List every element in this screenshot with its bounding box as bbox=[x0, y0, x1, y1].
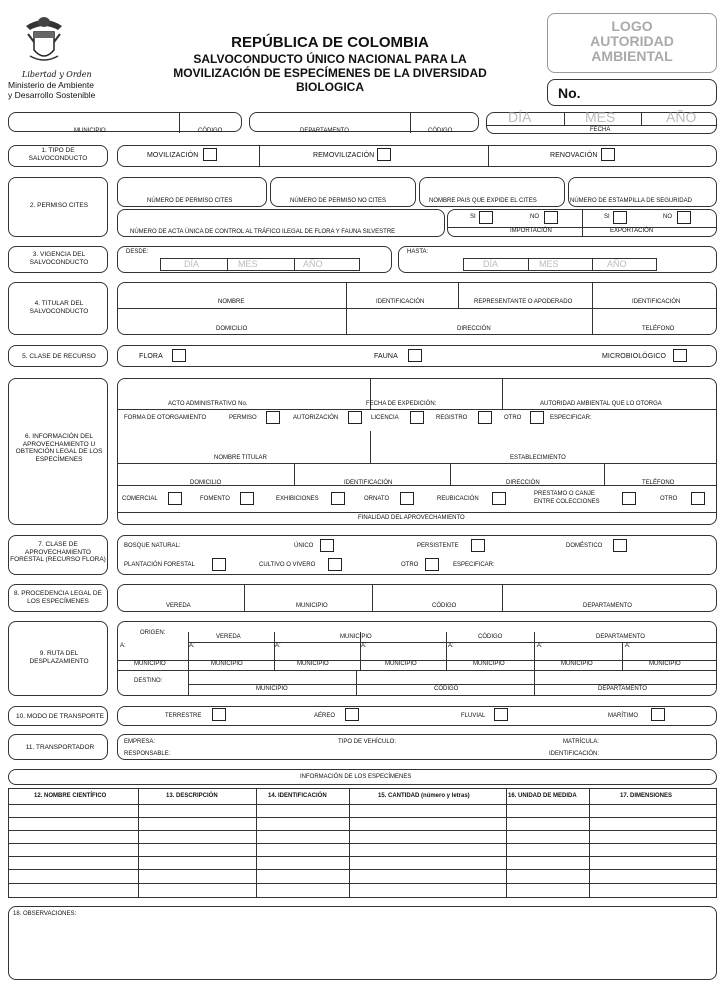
s6-licencia-checkbox[interactable] bbox=[410, 411, 424, 424]
s9-row-municipio-4: MUNICIPIO bbox=[385, 661, 417, 667]
s2-export-no-label: NO bbox=[663, 214, 672, 220]
s9-row-municipio-6: MUNICIPIO bbox=[561, 661, 593, 667]
s5-flora-checkbox[interactable] bbox=[172, 349, 186, 362]
s7-title: 7. CLASE DE APROVECHAMIENTO FORESTAL (RECURSO FLORA) bbox=[10, 541, 106, 563]
s9-content-box bbox=[117, 621, 717, 696]
s4-title: 4. TITULAR DEL SALVOCONDUCTO bbox=[29, 300, 89, 315]
s9-vereda-label: VEREDA bbox=[216, 634, 241, 640]
s6-reubicacion-checkbox[interactable] bbox=[492, 492, 506, 505]
s2-acta-label: NÚMERO DE ACTA ÚNICA DE CONTROL AL TRÁFICO ILEGAL DE FLORA Y FAUNA SILVESTRE bbox=[130, 229, 396, 235]
s6-direccion-label: DIRECCIÓN bbox=[506, 480, 540, 486]
s11-title: 11. TRANSPORTADOR bbox=[25, 744, 95, 751]
s6-registro-label: REGISTRO bbox=[436, 415, 468, 421]
s6-title: 6. INFORMACIÓN DEL APROVECHAMIENTO U OBTENCIÓN LEGAL DE LOS ESPECÍMENES bbox=[15, 433, 103, 463]
s6-acto-label: ACTO ADMINISTRATIVO No. bbox=[168, 401, 248, 407]
s9-departamento-label: DEPARTAMENTO bbox=[596, 634, 645, 640]
s6-exhibiciones-label: EXHIBICIONES bbox=[276, 496, 319, 502]
s2-title: 2. PERMISO CITES bbox=[29, 202, 89, 209]
s7-cultivo-label: CULTIVO O VIVERO bbox=[259, 562, 316, 568]
s7-persistente-label: PERSISTENTE bbox=[417, 543, 459, 549]
s3-hasta-label: HASTA: bbox=[407, 249, 429, 255]
s6-permiso-label: PERMISO bbox=[229, 415, 257, 421]
s9-row-municipio-7: MUNICIPIO bbox=[649, 661, 681, 667]
s4-domicilio-label: DOMICILIO bbox=[216, 326, 248, 332]
ministry-motto: Libertad y Orden bbox=[22, 70, 92, 79]
s9-a-3: A: bbox=[275, 643, 281, 649]
s7-cultivo-checkbox[interactable] bbox=[328, 558, 342, 571]
observaciones-field[interactable] bbox=[8, 906, 717, 980]
s9-municipio-label: MUNICIPIO bbox=[340, 634, 372, 640]
s11-content-box bbox=[117, 734, 717, 760]
s6-comercial-checkbox[interactable] bbox=[168, 492, 182, 505]
s3-desde-dia: DÍA bbox=[184, 259, 200, 269]
s6-identificacion-label: IDENTIFICACIÓN bbox=[344, 480, 393, 486]
s2-pais-label: NOMBRE PAIS QUE EXPIDE EL CITES bbox=[429, 198, 537, 204]
s10-title: 10. MODO DE TRANSPORTE bbox=[16, 713, 104, 720]
s4-identificacion-label: IDENTIFICACIÓN bbox=[376, 299, 425, 305]
s5-flora-label: FLORA bbox=[139, 353, 163, 360]
logo-text-1: LOGO bbox=[611, 18, 653, 34]
s6-autoridad-label: AUTORIDAD AMBIENTAL QUE LO OTORGA bbox=[540, 401, 662, 407]
s9-dest-municipio: MUNICIPIO bbox=[256, 686, 288, 692]
s4-nombre-label: NOMBRE bbox=[218, 299, 245, 305]
s6-fomento-checkbox[interactable] bbox=[240, 492, 254, 505]
s10-aereo-label: AÉREO bbox=[314, 713, 336, 719]
s9-a-7: A: bbox=[625, 643, 631, 649]
s6-establecimiento-label: ESTABLECIMIENTO bbox=[510, 455, 566, 461]
s4-content-box bbox=[117, 282, 717, 335]
s1-renovacion-checkbox[interactable] bbox=[601, 148, 615, 161]
table-col-dimensiones: 17. DIMENSIONES bbox=[620, 793, 673, 799]
s4-representante-label: REPRESENTANTE O APODERADO bbox=[474, 299, 573, 305]
s9-a-2: A: bbox=[189, 643, 195, 649]
s6-registro-checkbox[interactable] bbox=[478, 411, 492, 424]
table-col-descripcion: 13. DESCRIPCIÓN bbox=[166, 793, 218, 799]
logo-text-3: AMBIENTAL bbox=[591, 48, 673, 64]
s10-terrestre-label: TERRESTRE bbox=[165, 713, 202, 719]
s6-forma-label: FORMA DE OTORGAMIENTO bbox=[124, 415, 207, 421]
s7-domestico-checkbox[interactable] bbox=[613, 539, 627, 552]
s7-domestico-label: DOMÉSTICO bbox=[566, 543, 603, 549]
s10-fluvial-checkbox[interactable] bbox=[494, 708, 508, 721]
s6-especificar-label: ESPECIFICAR: bbox=[550, 415, 592, 421]
s4-telefono-label: TELÉFONO bbox=[642, 326, 675, 332]
top-codigo2-label: CÓDIGO bbox=[428, 128, 453, 134]
s6-otro-checkbox[interactable] bbox=[530, 411, 544, 424]
s2-import-si-label: SI bbox=[470, 214, 476, 220]
table-col-unidad: 16. UNIDAD DE MEDIDA bbox=[508, 793, 577, 799]
s7-otro-checkbox[interactable] bbox=[425, 558, 439, 571]
s6-otro-label: OTRO bbox=[504, 415, 522, 421]
s9-destino-label: DESTINO: bbox=[134, 678, 163, 684]
s2-permiso-no-cites-label: NÚMERO DE PERMISO NO CITES bbox=[290, 198, 387, 204]
top-codigo1-label: CÓDIGO bbox=[198, 128, 223, 134]
s9-title: 9. RUTA DEL DESPLAZAMIENTO bbox=[29, 650, 89, 665]
s11-responsable-label: RESPONSABLE: bbox=[124, 751, 171, 757]
s1-removilizacion-checkbox[interactable] bbox=[377, 148, 391, 161]
s7-plantacion-checkbox[interactable] bbox=[212, 558, 226, 571]
s10-terrestre-checkbox[interactable] bbox=[212, 708, 226, 721]
table-col-identificacion: 14. IDENTIFICACIÓN bbox=[268, 793, 327, 799]
s2-export-si-checkbox[interactable] bbox=[613, 211, 627, 224]
s6-autorizacion-checkbox[interactable] bbox=[348, 411, 362, 424]
s7-persistente-checkbox[interactable] bbox=[471, 539, 485, 552]
s7-plantacion-label: PLANTACIÓN FORESTAL bbox=[124, 562, 195, 568]
table-col-nombre: 12. NOMBRE CIENTÍFICO bbox=[34, 793, 107, 799]
s9-row-municipio-2: MUNICIPIO bbox=[211, 661, 243, 667]
s2-import-si-checkbox[interactable] bbox=[479, 211, 493, 224]
s9-row-municipio-3: MUNICIPIO bbox=[297, 661, 329, 667]
s3-hasta-dia: DÍA bbox=[483, 259, 499, 269]
s6-exhibiciones-checkbox[interactable] bbox=[331, 492, 345, 505]
s3-desde-label: DESDE: bbox=[126, 249, 149, 255]
s2-estampilla-label: NÚMERO DE ESTAMPILLA DE SEGURIDAD bbox=[570, 198, 692, 204]
s5-micro-checkbox[interactable] bbox=[673, 349, 687, 362]
s6-prestamo-checkbox[interactable] bbox=[622, 492, 636, 505]
logo-text-2: AUTORIDAD bbox=[590, 33, 674, 49]
ministry-line2: y Desarrollo Sostenible bbox=[8, 90, 96, 100]
s1-removilizacion-label: REMOVILIZACIÓN bbox=[313, 152, 375, 159]
s3-title: 3. VIGENCIA DEL SALVOCONDUCTO bbox=[29, 251, 89, 266]
specimens-table bbox=[8, 788, 717, 898]
s1-movilizacion-checkbox[interactable] bbox=[203, 148, 217, 161]
s5-micro-label: MICROBIOLÓGICO bbox=[602, 353, 667, 360]
s10-maritimo-label: MARÍTIMO bbox=[608, 713, 638, 719]
s9-dest-departamento: DEPARTAMENTO bbox=[598, 686, 647, 692]
s6-domicilio-label: DOMICILIO bbox=[190, 480, 222, 486]
s2-import-no-label: NO bbox=[530, 214, 539, 220]
fecha-ano: AÑO bbox=[666, 109, 697, 125]
fecha-mes: MES bbox=[585, 109, 616, 125]
s3-hasta-mes: MES bbox=[539, 259, 559, 269]
s6-telefono-label: TELÉFONO bbox=[642, 480, 675, 486]
s11-tipo-label: TIPO DE VEHÍCULO: bbox=[338, 739, 397, 745]
s8-vereda-label: VEREDA bbox=[166, 603, 191, 609]
s9-a-1: A: bbox=[120, 643, 126, 649]
s10-aereo-checkbox[interactable] bbox=[345, 708, 359, 721]
s7-content-box bbox=[117, 535, 717, 575]
coat-of-arms bbox=[22, 12, 66, 68]
s1-title: 1. TIPO DE SALVOCONDUCTO bbox=[28, 147, 88, 162]
form-title-line3: BIOLOGICA bbox=[296, 80, 364, 94]
s2-permiso-cites-label: NÚMERO DE PERMISO CITES bbox=[147, 198, 233, 204]
s8-title: 8. PROCEDENCIA LEGAL DE LOS ESPECÍMENES bbox=[14, 590, 102, 605]
table-col-cantidad: 15. CANTIDAD (número y letras) bbox=[378, 793, 470, 799]
form-title-line1: SALVOCONDUCTO ÚNICO NACIONAL PARA LA bbox=[193, 52, 467, 66]
s6-fomento-label: FOMENTO bbox=[200, 496, 230, 502]
s9-row-municipio-5: MUNICIPIO bbox=[473, 661, 505, 667]
s6-otro2-checkbox[interactable] bbox=[691, 492, 705, 505]
s6-permiso-checkbox[interactable] bbox=[266, 411, 280, 424]
s2-exportacion-label: EXPORTACIÓN bbox=[610, 228, 654, 234]
s11-identificacion-label: IDENTIFICACIÓN: bbox=[549, 751, 600, 757]
s6-otro2-label: OTRO bbox=[660, 496, 678, 502]
top-municipio-label: MUNICIPIO bbox=[74, 128, 106, 134]
s6-prestamo-label2: ENTRE COLECCIONES bbox=[534, 499, 600, 505]
s9-a-5: A: bbox=[448, 643, 454, 649]
s8-codigo-label: CÓDIGO bbox=[432, 603, 457, 609]
form-title-line2: MOVILIZACIÓN DE ESPECÍMENES DE LA DIVERSIDAD bbox=[173, 66, 487, 80]
s9-codigo-label: CÓDIGO bbox=[478, 634, 503, 640]
number-field[interactable] bbox=[547, 79, 717, 106]
s2-import-no-checkbox[interactable] bbox=[544, 211, 558, 224]
fecha-label: FECHA bbox=[590, 127, 611, 133]
s6-fecha-exp-label: FECHA DE EXPEDICIÓN: bbox=[366, 401, 437, 407]
country-title: REPÚBLICA DE COLOMBIA bbox=[231, 34, 429, 51]
s6-autorizacion-label: AUTORIZACIÓN bbox=[293, 415, 339, 421]
s6-reubicacion-label: REUBICACIÓN bbox=[437, 496, 479, 502]
s6-comercial-label: COMERCIAL bbox=[122, 496, 158, 502]
s3-hasta-ano: AÑO bbox=[607, 259, 627, 269]
s2-export-si-label: SI bbox=[604, 214, 610, 220]
s7-unico-checkbox[interactable] bbox=[320, 539, 334, 552]
table-caption: INFORMACIÓN DE LOS ESPECÍMENES bbox=[300, 774, 412, 780]
s1-renovacion-label: RENOVACIÓN bbox=[550, 152, 598, 159]
s7-unico-label: ÚNICO bbox=[294, 543, 314, 549]
ministry-line1: Ministerio de Ambiente bbox=[8, 80, 94, 90]
s6-licencia-label: LICENCIA bbox=[371, 415, 399, 421]
s2-export-no-checkbox[interactable] bbox=[677, 211, 691, 224]
s6-ornato-checkbox[interactable] bbox=[400, 492, 414, 505]
s4-identificacion2-label: IDENTIFICACIÓN bbox=[632, 299, 681, 305]
s6-nombre-titular-label: NOMBRE TITULAR bbox=[214, 455, 267, 461]
s7-bosque-label: BOSQUE NATURAL: bbox=[124, 543, 181, 549]
s8-municipio-label: MUNICIPIO bbox=[296, 603, 328, 609]
s10-maritimo-checkbox[interactable] bbox=[651, 708, 665, 721]
s9-a-4: A: bbox=[361, 643, 367, 649]
s3-desde-mes: MES bbox=[238, 259, 258, 269]
s3-desde-ano: AÑO bbox=[303, 259, 323, 269]
s8-departamento-label: DEPARTAMENTO bbox=[583, 603, 632, 609]
s9-a-6: A: bbox=[537, 643, 543, 649]
s11-matricula-label: MATRÍCULA: bbox=[563, 739, 599, 745]
s5-fauna-checkbox[interactable] bbox=[408, 349, 422, 362]
logo-placeholder-box bbox=[547, 13, 717, 73]
s5-fauna-label: FAUNA bbox=[374, 353, 398, 360]
s5-title: 5. CLASE DE RECURSO bbox=[22, 353, 96, 360]
number-label: No. bbox=[558, 85, 581, 101]
s1-movilizacion-label: MOVILIZACIÓN bbox=[147, 152, 199, 159]
s6-finalidad-label: FINALIDAD DEL APROVECHAMIENTO bbox=[358, 515, 465, 521]
s2-importacion-label: IMPORTACIÓN bbox=[510, 228, 552, 234]
fecha-dia: DÍA bbox=[508, 109, 532, 125]
s4-direccion-label: DIRECCIÓN bbox=[457, 326, 491, 332]
observaciones-label: 18. OBSERVACIONES: bbox=[13, 911, 77, 917]
top-departamento-label: DEPARTAMENTO bbox=[300, 128, 349, 134]
s11-empresa-label: EMPRESA: bbox=[124, 739, 156, 745]
s9-origen-label: ORIGEN: bbox=[140, 630, 166, 636]
s7-otro-label: OTRO bbox=[401, 562, 419, 568]
s6-ornato-label: ORNATO bbox=[364, 496, 390, 502]
s9-row-municipio-1: MUNICIPIO bbox=[134, 661, 166, 667]
s6-prestamo-label1: PRESTAMO O CANJE bbox=[534, 491, 595, 497]
s10-fluvial-label: FLUVIAL bbox=[461, 713, 486, 719]
s9-dest-codigo: CÓDIGO bbox=[434, 686, 459, 692]
s7-especificar-label: ESPECIFICAR: bbox=[453, 562, 495, 568]
